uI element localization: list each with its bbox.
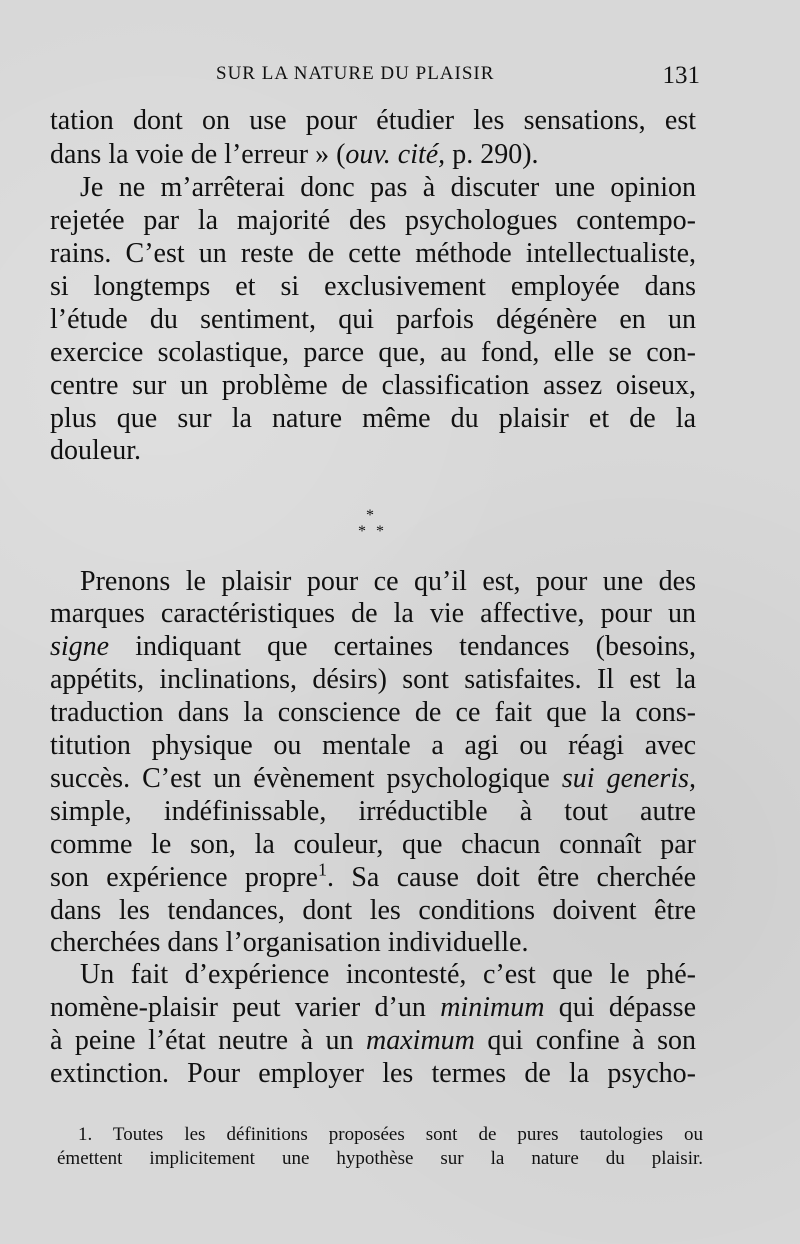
separator-star-left: * (358, 523, 366, 540)
paragraph-3-line-11: dans les tendances, dont les conditions doivent être (50, 895, 696, 926)
paragraph-3-line-3-tail: indiquant que certaines tendances (besoins, (109, 631, 696, 662)
footnote-line-2: émettent implicitement une hypothèse sur la nature du plaisir. (57, 1148, 703, 1169)
section-separator (339, 503, 399, 543)
paragraph-2-line-3: rains. C’est un reste de cette méthode intellectualiste, (50, 238, 696, 269)
paragraph-4-line-2-tail: qui dépasse (544, 992, 696, 1023)
paragraph-3-line-3 (50, 631, 696, 663)
paragraph-3-line-10-text: son expérience propre (50, 862, 318, 893)
footnote-line-1: 1. Toutes les définitions proposées sont de pures tautologies ou (78, 1124, 703, 1145)
paragraph-4-line-1: Un fait d’expérience incontesté, c’est que le phé- (80, 959, 696, 990)
paragraph-2-line-5: l’étude du sentiment, qui parfois dégénère en un (50, 304, 696, 335)
paragraph-3-line-1: Prenons le plaisir pour ce qu’il est, pour une des (80, 566, 696, 597)
running-title: SUR LA NATURE DU PLAISIR (216, 63, 495, 84)
page-number: 131 (662, 62, 700, 89)
paragraph-3-line-5: traduction dans la conscience de ce fait que la cons- (50, 697, 696, 728)
paragraph-2-line-6: exercice scolastique, parce que, au fond, elle se con- (50, 337, 696, 368)
paragraph-4-line-2-text: nomène-plaisir peut varier d’un (50, 992, 441, 1023)
paragraph-2-line-9: douleur. (50, 435, 141, 466)
signe-italic: signe (50, 631, 110, 662)
footnote-reference: 1 (317, 859, 327, 880)
minimum-italic: minimum (440, 992, 545, 1023)
separator-star-right: * (376, 523, 384, 540)
paragraph-4-line-4: extinction. Pour employer les termes de la psycho- (50, 1058, 696, 1089)
paragraph-2-line-7: centre sur un problème de classification assez oiseux, (50, 370, 696, 401)
paragraph-3-line-4: appétits, inclinations, désirs) sont satisfaites. Il est la (50, 664, 696, 695)
paragraph-1-line-1: tation dont on use pour étudier les sensations, est (50, 105, 696, 136)
paragraph-3-line-12: cherchées dans l’organisation individuelle. (50, 927, 529, 958)
paragraph-3-line-10-tail: . Sa cause doit être cherchée (326, 862, 696, 893)
citation-italic: ouv. cité, (345, 139, 446, 170)
paragraph-2-line-2: rejetée par la majorité des psychologues contempo- (50, 205, 696, 236)
paragraph-4-line-2 (50, 992, 696, 1024)
paragraph-1-line-2-text: dans la voie de l’erreur » ( (50, 139, 346, 170)
paragraph-3-line-7 (50, 763, 696, 795)
separator-star-top: * (366, 507, 374, 524)
paragraph-3-line-6: titution physique ou mentale a agi ou réagi avec (50, 730, 696, 761)
paragraph-3-line-9: comme le son, la couleur, que chacun connaît par (50, 829, 696, 860)
running-header (50, 63, 700, 91)
paragraph-2-line-8: plus que sur la nature même du plaisir et de la (50, 403, 696, 434)
paragraph-1-line-2-tail: p. 290). (445, 139, 539, 170)
paragraph-4-line-3-text: à peine l’état neutre à un (50, 1025, 367, 1056)
sui-generis-italic: sui generis, (561, 763, 696, 794)
paragraph-3-line-2: marques caractéristiques de la vie affective, pour un (50, 598, 696, 629)
paragraph-3-line-7-text: succès. C’est un évènement psychologique (50, 763, 562, 794)
paragraph-3-line-8: simple, indéfinissable, irréductible à tout autre (50, 796, 696, 827)
paragraph-4-line-3 (50, 1025, 696, 1057)
paragraph-4-line-3-tail: qui confine à son (474, 1025, 697, 1056)
maximum-italic: maximum (366, 1025, 475, 1056)
paragraph-2-line-4: si longtemps et si exclusivement employée dans (50, 271, 696, 302)
paragraph-2-line-1: Je ne m’arrêterai donc pas à discuter une opinion (80, 172, 696, 203)
paragraph-3-line-10 (50, 859, 696, 894)
paragraph-1-line-2 (50, 139, 696, 171)
